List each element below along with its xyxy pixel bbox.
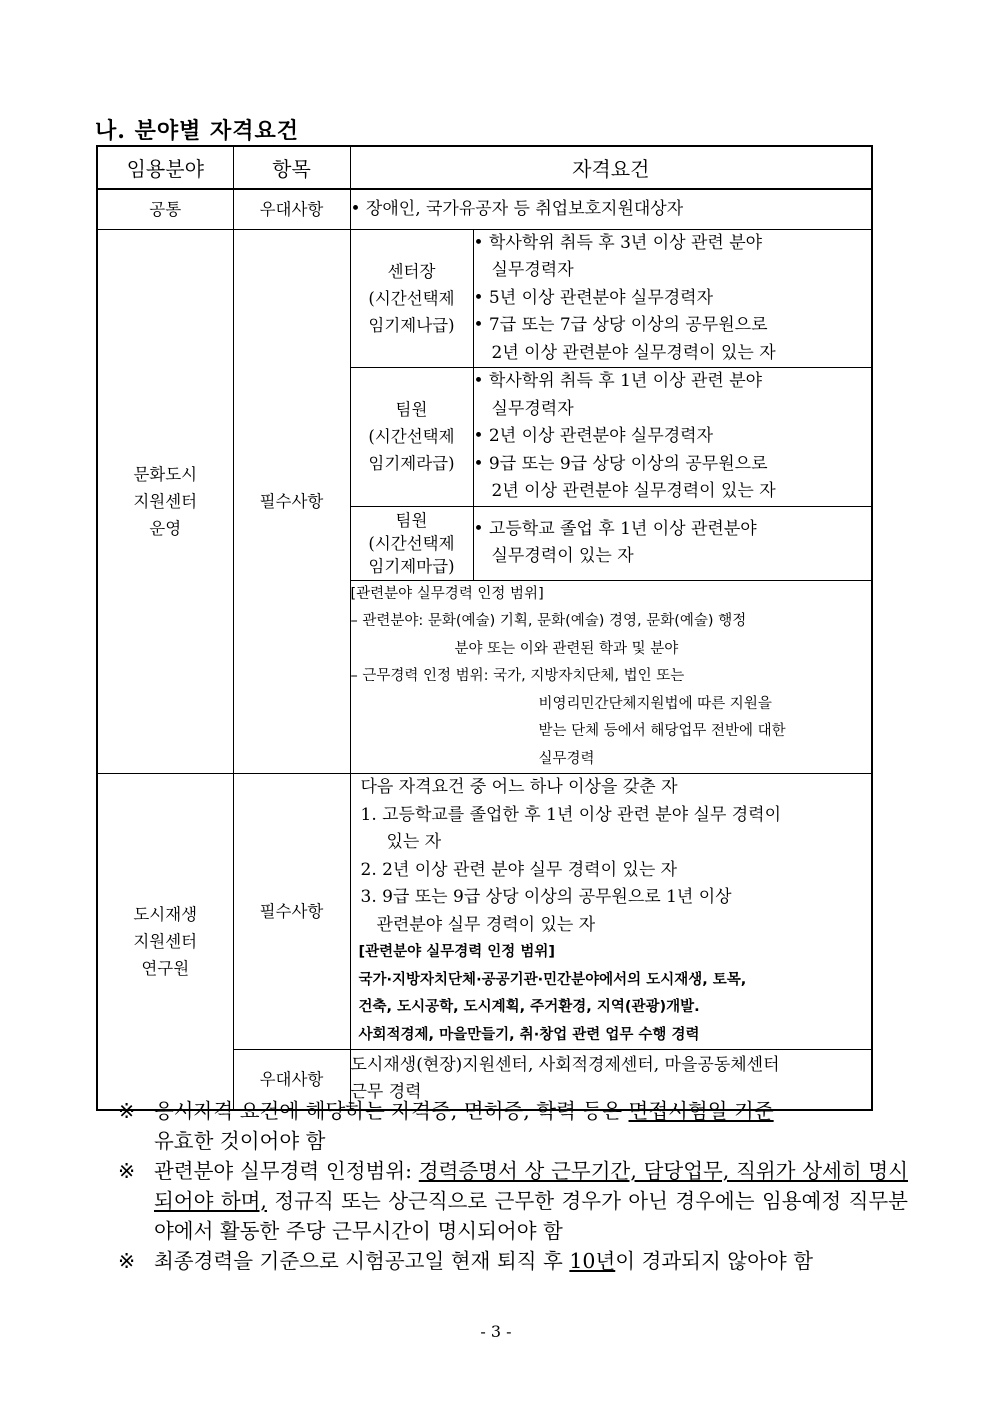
urban-required-content: 다음 자격요건 중 어느 하나 이상을 갖춘 자 1. 고등학교를 졸업한 후 1년 이상 관련 분야 실무 경력이 있는 자 2. 2년 이상 관련 분야 실무 경력이 있는 자 3. 9급 또는 9급 상당 이상의 공무원으로 1년 이상 관련분야 실무 경력이 있는 자 [관련분야 실무경력 인정 범위] 국가·지방자치단체·공공기관·민간분야에서의 도시재생, 토목, 건축, 도시공학, 도시계획, 주거환경, 지역(관광)개발. 사회적경제, 마을만들기, 취·창업 관련 업무 수행 경력 [350,774,872,1050]
table-row-common [97,189,872,229]
position-center-head: 센터장 (시간선택제 임기제나급) [350,229,473,368]
reference-mark: ※ [118,1249,136,1273]
reference-mark: ※ [118,1099,136,1123]
requirement-common: • 장애인, 국가유공자 등 취업보호지원대상자 [350,189,872,229]
section-title: 나. 분야별 자격요건 [95,118,299,144]
requirements-team-ra [473,368,872,507]
requirements-center-head [473,229,872,368]
table-row-urban-required [97,774,872,1050]
header-item: 항목 [233,146,350,189]
culture-experience-scope: [관련분야 실무경력 인정 범위] – 관련분야: 문화(예술) 기획, 문화(예술) 경영, 문화(예술) 행정 분야 또는 이와 관련된 학과 및 분야 – 근무경력 인정 범위: 국가, 지방자치단체, 법인 또는 비영리민간단체지원법에 따른 지원을 받는 단체 등에서 해당업무 전반에 대한 실무경력 [350,580,872,774]
position-team-ra: 팀원 (시간선택제 임기제라급) [350,368,473,507]
notes [118,1096,908,1276]
requirements-team-ma [473,506,872,580]
position-team-ma: 팀원 (시간선택제 임기제마급) [350,506,473,580]
header-requirement: 자격요건 [350,146,872,189]
list-item: • 학사학위 취득 후 1년 이상 관련 분야 실무경력자 [473,371,763,419]
item-urban-required: 필수사항 [233,774,350,1050]
list-item: • 2년 이상 관련분야 실무경력자 [473,426,714,446]
urban-preferred-content: 도시재생(현장)지원센터, 사회적경제센터, 마을공동체센터 근무 경력 [350,1050,872,1110]
list-item: • 고등학교 졸업 후 1년 이상 관련분야 실무경력이 있는 자 [473,518,757,566]
note-1: ※ 응시자격 요건에 해당하는 자격증, 면허증, 학력 등은 면접시험일 기준 유효한 것이어야 함 [118,1096,908,1156]
note-2: ※ 관련분야 실무경력 인정범위: 경력증명서 상 근무기간, 담당업무, 직위가 상세히 명시 되어야 하며, 정규직 또는 상근직으로 근무한 경우가 아닌 경우에는 임용예정 직무분야에서 활동한 주당 근무시간이 명시되어야 함 [118,1156,908,1246]
list-item: • 학사학위 취득 후 3년 이상 관련 분야 실무경력자 [473,232,763,280]
list-item: • 9급 또는 9급 상당 이상의 공무원으로 2년 이상 관련분야 실무경력이 있는 자 [473,453,776,501]
item-common: 우대사항 [233,189,350,229]
table-row-center-head [97,229,872,368]
field-culture: 문화도시 지원센터 운영 [97,229,233,774]
page-number: - 3 - [480,1322,512,1341]
note-3: ※ 최종경력을 기준으로 시험공고일 현재 퇴직 후 10년이 경과되지 않아야 함 [118,1246,908,1276]
list-item: • 7급 또는 7급 상당 이상의 공무원으로 2년 이상 관련분야 실무경력이 있는 자 [473,315,776,363]
field-common: 공통 [97,189,233,229]
qualification-table [96,145,873,1111]
list-item: • 5년 이상 관련분야 실무경력자 [473,287,714,308]
item-culture-required: 필수사항 [233,229,350,774]
item-urban-preferred: 우대사항 [233,1050,350,1110]
field-urban: 도시재생 지원센터 연구원 [97,774,233,1110]
header-field: 임용분야 [97,146,233,189]
reference-mark: ※ [118,1159,136,1183]
